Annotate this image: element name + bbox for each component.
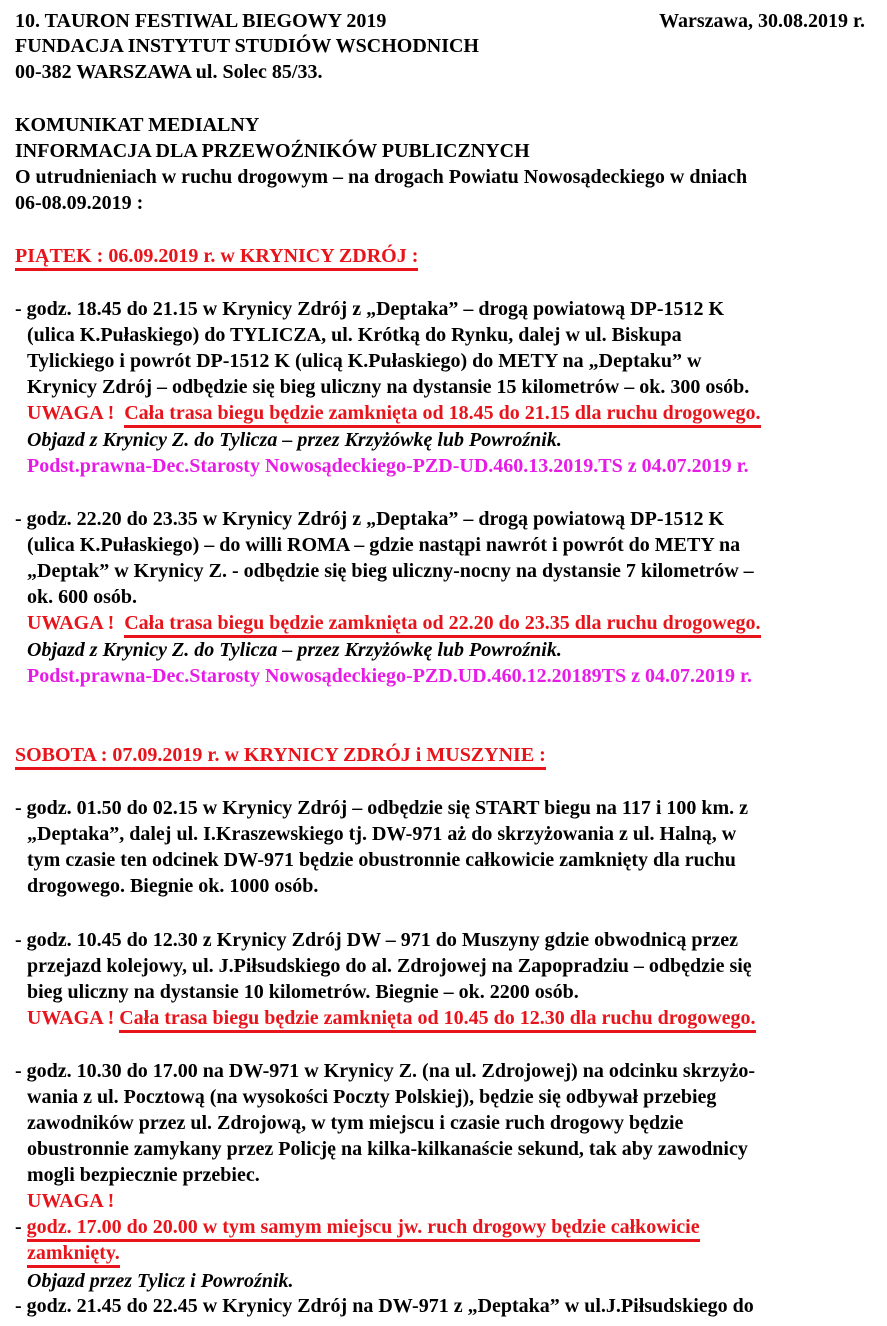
saturday-event-3-line-2: wania z ul. Pocztową (na wysokości Poczty Polskiej), będzie się odbywał przebieg xyxy=(27,1086,717,1108)
warning-label: UWAGA ! xyxy=(27,1007,115,1029)
friday-event-2-line-1: - godz. 22.20 do 23.35 w Krynicy Zdrój z „Deptaka” – drogą powiatową DP-1512 K xyxy=(15,508,725,530)
header-date: Warszawa, 30.08.2019 r. xyxy=(659,10,865,32)
intro-line-1: KOMUNIKAT MEDIALNY xyxy=(15,114,260,136)
friday-event-1-line-3: Tylickiego i powrót DP-1512 K (ulicą K.Pułaskiego) do METY na „Deptaku” w xyxy=(27,350,702,372)
saturday-heading xyxy=(15,742,546,770)
saturday-event-2-line-2: przejazd kolejowy, ul. J.Piłsudskiego do al. Zdrojowej na Zapopradziu – odbędzie się xyxy=(27,955,752,977)
warning-text: Cała trasa biegu będzie zamknięta od 22.20 do 23.35 dla ruchu drogowego. xyxy=(124,612,760,638)
warning-text: Cała trasa biegu będzie zamknięta od 18.45 do 21.15 dla ruchu drogowego. xyxy=(124,402,760,428)
header-title: 10. TAURON FESTIWAL BIEGOWY 2019 xyxy=(15,10,387,32)
saturday-event-3-detour: Objazd przez Tylicz i Powroźnik. xyxy=(27,1270,294,1292)
bullet-dash: - xyxy=(15,1216,22,1238)
saturday-event-4-line-1: - godz. 21.45 do 22.45 w Krynicy Zdrój na DW-971 z „Deptaka” w ul.J.Piłsudskiego do xyxy=(15,1295,754,1317)
header-org: FUNDACJA INSTYTUT STUDIÓW WSCHODNICH xyxy=(15,35,479,57)
friday-event-2-warning xyxy=(27,610,761,638)
saturday-event-3-closure-line-1 xyxy=(15,1214,700,1242)
saturday-event-2-warning xyxy=(27,1005,756,1033)
saturday-event-3-line-4: obustronnie zamykany przez Policję na kilka-kilkanaście sekund, tak aby zawodnicy xyxy=(27,1138,748,1160)
saturday-heading-text: SOBOTA : 07.09.2019 r. w KRYNICY ZDRÓJ i MUSZYNIE : xyxy=(15,744,546,770)
friday-event-1-line-1: - godz. 18.45 do 21.15 w Krynicy Zdrój z „Deptaka” – drogą powiatową DP-1512 K xyxy=(15,298,725,320)
intro-line-3: O utrudnieniach w ruchu drogowym – na drogach Powiatu Nowosądeckiego w dniach xyxy=(15,166,748,188)
friday-event-1-warning xyxy=(27,400,761,428)
closure-text: godz. 17.00 do 20.00 w tym samym miejscu jw. ruch drogowy będzie całkowicie xyxy=(27,1216,700,1242)
closure-text-end: zamknięty. xyxy=(27,1242,120,1268)
saturday-event-1-line-1: - godz. 01.50 do 02.15 w Krynicy Zdrój – odbędzie się START biegu na 117 i 100 km. z xyxy=(15,797,749,819)
friday-event-1-line-2: (ulica K.Pułaskiego) do TYLICZA, ul. Krótką do Rynku, dalej w ul. Biskupa xyxy=(27,324,682,346)
saturday-event-3-warning-label: UWAGA ! xyxy=(27,1190,115,1212)
friday-heading-text: PIĄTEK : 06.09.2019 r. w KRYNICY ZDRÓJ : xyxy=(15,245,418,271)
friday-event-2-detour: Objazd z Krynicy Z. do Tylicza – przez Krzyżówkę lub Powroźnik. xyxy=(27,639,562,661)
saturday-event-1-line-2: „Deptaka”, dalej ul. I.Kraszewskiego tj. DW-971 aż do skrzyżowania z ul. Halną, w xyxy=(27,823,737,845)
friday-event-1-detour: Objazd z Krynicy Z. do Tylicza – przez Krzyżówkę lub Powroźnik. xyxy=(27,429,562,451)
saturday-event-3-closure-line-2 xyxy=(27,1240,120,1268)
saturday-event-3-line-1: - godz. 10.30 do 17.00 na DW-971 w Krynicy Z. (na ul. Zdrojowej) na odcinku skrzyżo- xyxy=(15,1060,756,1082)
friday-event-2-line-4: ok. 600 osób. xyxy=(27,586,138,608)
saturday-event-3-line-5: mogli bezpiecznie przebiec. xyxy=(27,1164,260,1186)
intro-line-4: 06-08.09.2019 : xyxy=(15,192,144,214)
friday-event-1-line-4: Krynicy Zdrój – odbędzie się bieg uliczny na dystansie 15 kilometrów – ok. 300 osób. xyxy=(27,376,750,398)
saturday-event-2-line-3: bieg uliczny na dystansie 10 kilometrów. Biegnie – ok. 2200 osób. xyxy=(27,981,579,1003)
saturday-event-1-line-3: tym czasie ten odcinek DW-971 będzie obustronnie całkowicie zamknięty dla ruchu xyxy=(27,849,736,871)
friday-event-2-legal: Podst.prawna-Dec.Starosty Nowosądeckiego-PZD.UD.460.12.20189TS z 04.07.2019 r. xyxy=(27,665,752,687)
saturday-event-1-line-4: drogowego. Biegnie ok. 1000 osób. xyxy=(27,875,319,897)
friday-heading xyxy=(15,243,418,271)
intro-line-2: INFORMACJA DLA PRZEWOŹNIKÓW PUBLICZNYCH xyxy=(15,140,530,162)
warning-text: Cała trasa biegu będzie zamknięta od 10.45 do 12.30 dla ruchu drogowego. xyxy=(119,1007,755,1033)
friday-event-2-line-2: (ulica K.Pułaskiego) – do willi ROMA – gdzie nastąpi nawrót i powrót do METY na xyxy=(27,534,741,556)
saturday-event-2-line-1: - godz. 10.45 do 12.30 z Krynicy Zdrój DW – 971 do Muszyny gdzie obwodnicą przez xyxy=(15,929,738,951)
header-address: 00-382 WARSZAWA ul. Solec 85/33. xyxy=(15,61,323,83)
warning-label: UWAGA ! xyxy=(27,402,115,424)
friday-event-1-legal: Podst.prawna-Dec.Starosty Nowosądeckiego-PZD-UD.460.13.2019.TS z 04.07.2019 r. xyxy=(27,455,749,477)
friday-event-2-line-3: „Deptak” w Krynicy Z. - odbędzie się bieg uliczny-nocny na dystansie 7 kilometrów – xyxy=(27,560,754,582)
warning-label: UWAGA ! xyxy=(27,612,115,634)
saturday-event-3-line-3: zawodników przez ul. Zdrojową, w tym miejscu i czasie ruch drogowy będzie xyxy=(27,1112,684,1134)
